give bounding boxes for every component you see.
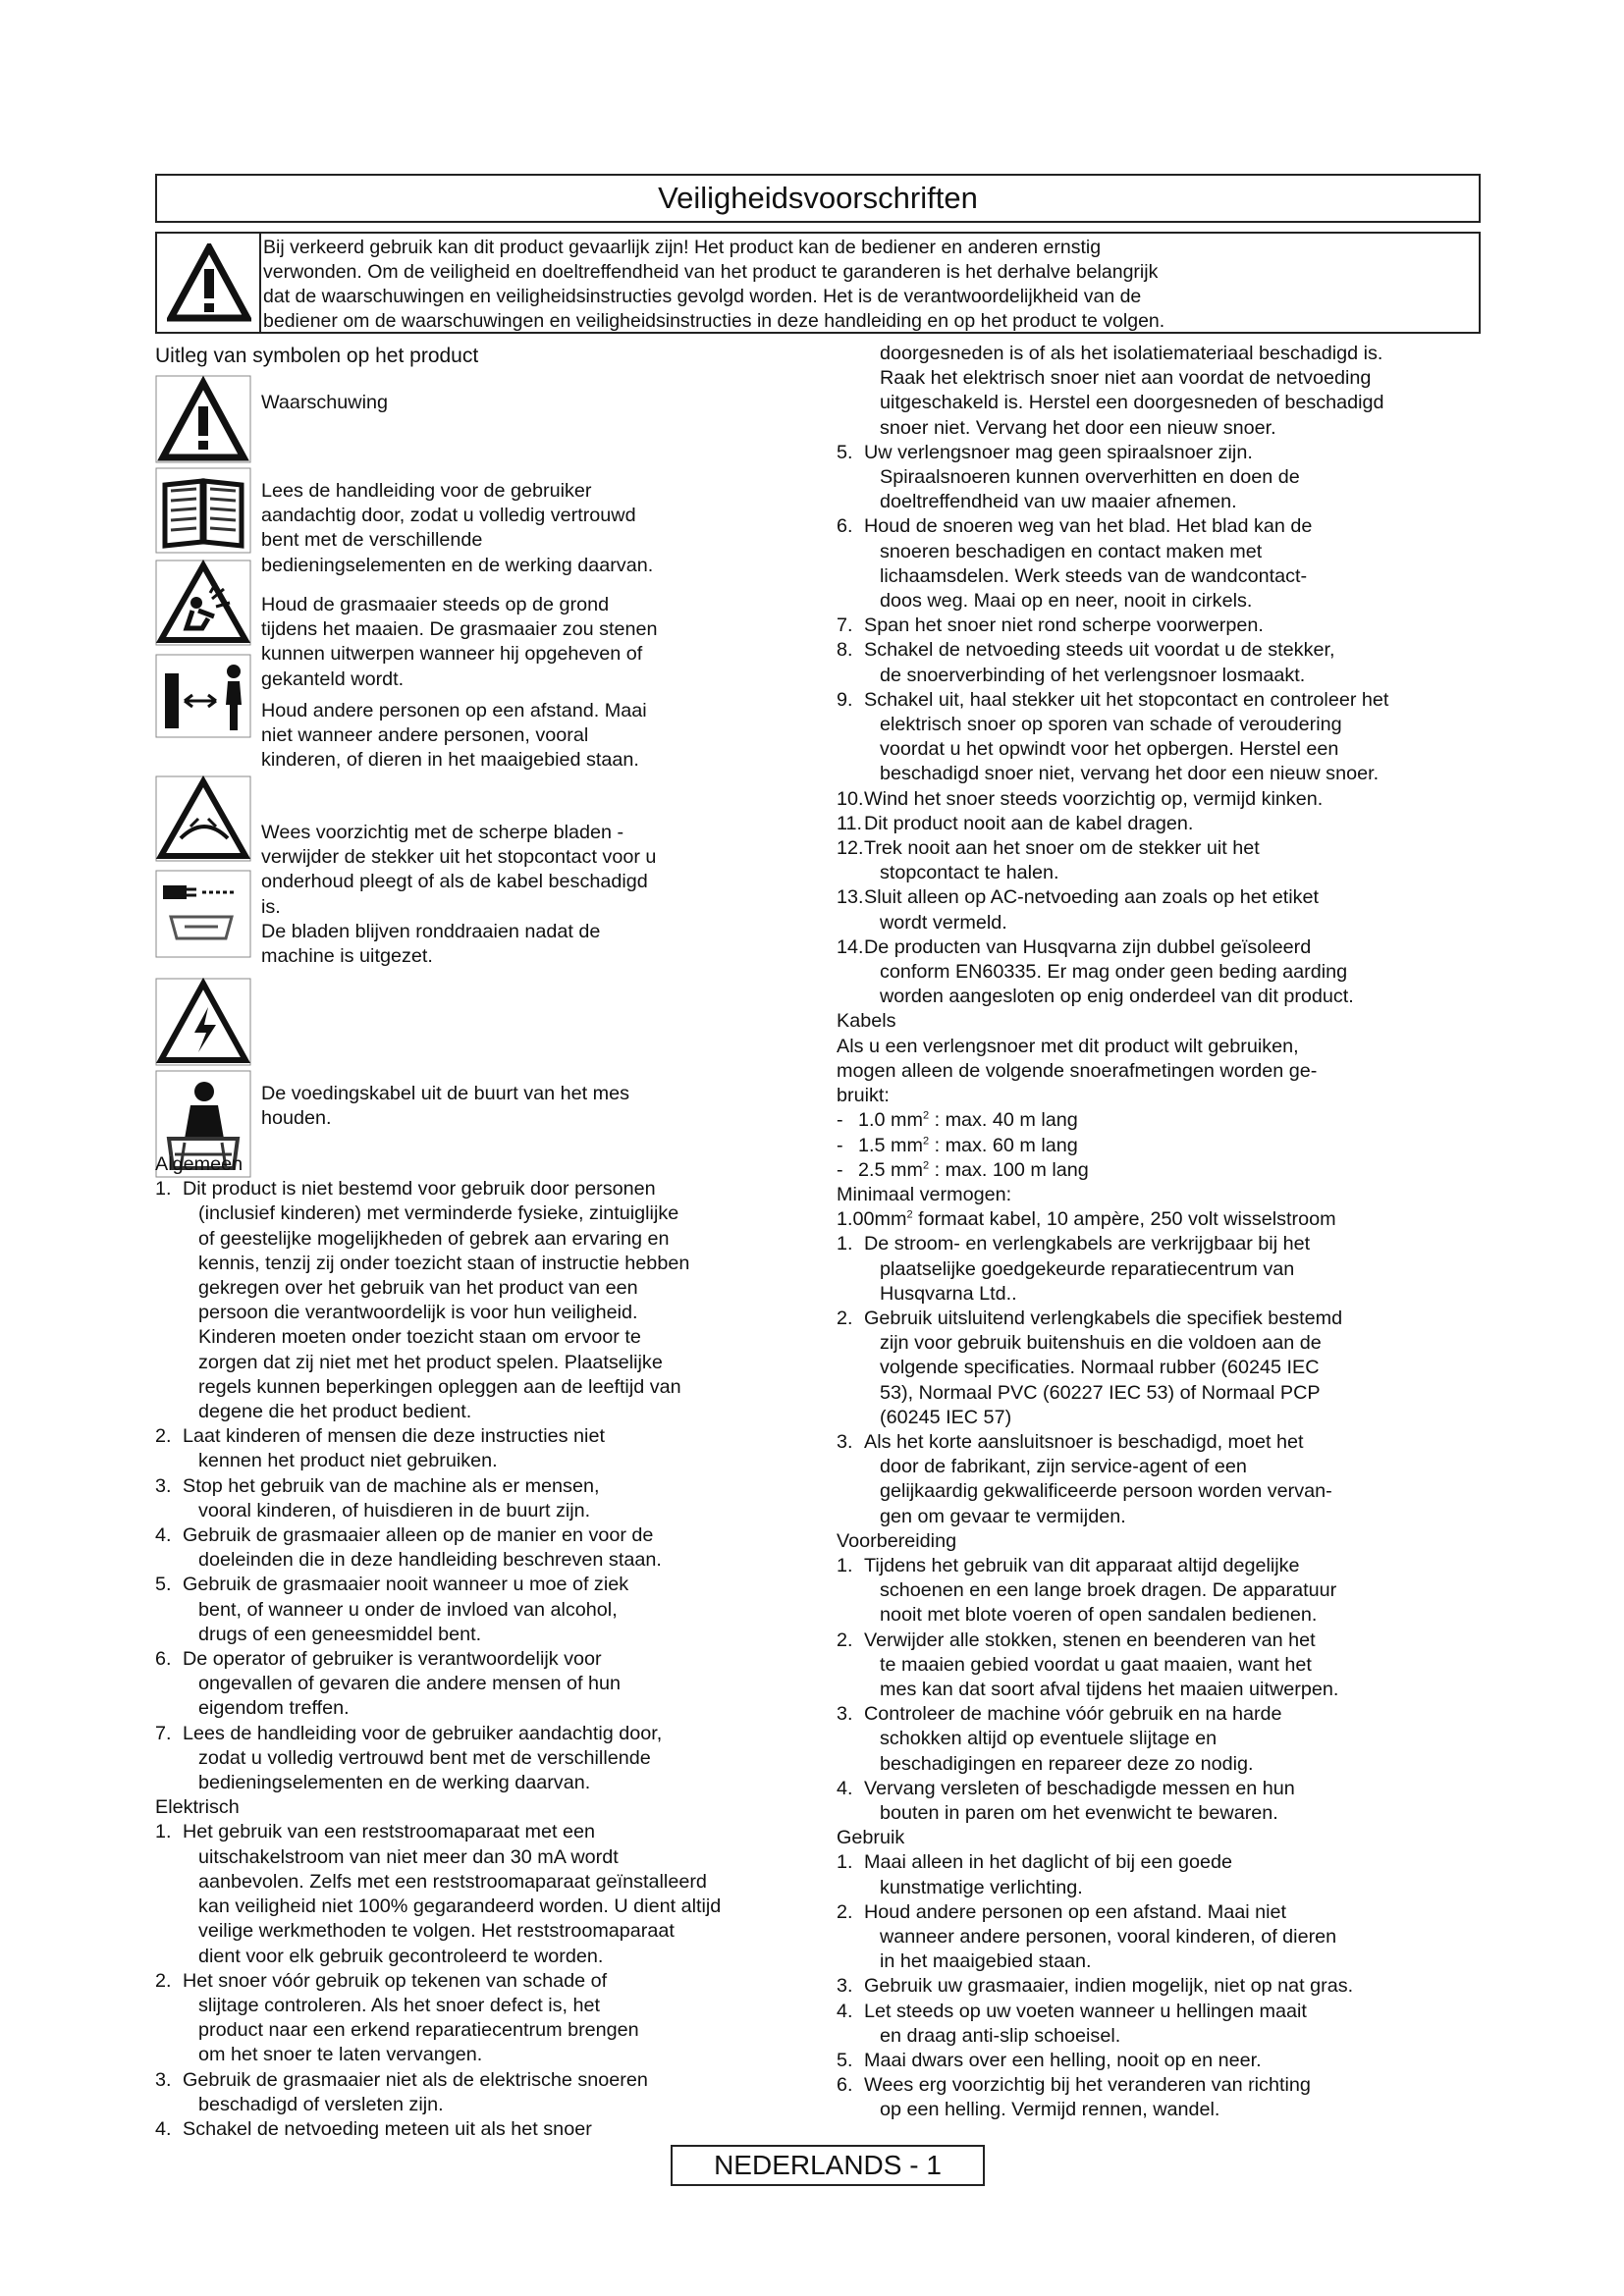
cable-size: 1.0 mm <box>858 1109 923 1132</box>
symbols-heading: Uitleg van symbolen op het product <box>155 345 479 367</box>
continuation-line: uitgeschakeld is. Herstel een doorgesneden of beschadigd <box>880 392 1384 414</box>
list-item <box>837 514 1553 614</box>
item-line: plaatselijke goedgekeurde reparatiecentrum van <box>880 1257 1295 1280</box>
warning-line: dat de waarschuwingen en veiligheidsinstructies gevolgd worden. Het is de verantwoordelijkheid van de <box>263 286 1142 307</box>
item-line: drugs of een geneesmiddel bent. <box>198 1623 482 1645</box>
electric-continuation <box>837 342 1553 441</box>
cable-size-item <box>837 1134 1553 1158</box>
item-line: zorgen dat zij niet met het product spelen. Plaatselijke <box>198 1351 663 1373</box>
item-line: Verwijder alle stokken, stenen en beenderen van het <box>864 1629 1316 1651</box>
item-number: 8. <box>837 639 853 662</box>
item-line: Lees de handleiding voor de gebruiker aandachtig door, <box>183 1722 663 1744</box>
cables-list <box>837 1232 1553 1528</box>
item-line: doeleinden die in deze handleiding beschreven staan. <box>198 1549 662 1572</box>
left-text-flow <box>155 1152 842 2142</box>
min-power-line <box>837 1207 1553 1232</box>
item-line: (60245 IEC 57) <box>880 1406 1012 1428</box>
section-heading-cables: Kabels <box>837 1010 896 1033</box>
list-item <box>837 1430 1553 1529</box>
min-size: 1.00mm <box>837 1208 907 1231</box>
warning-triangle-icon <box>155 375 251 463</box>
superscript: 2 <box>906 1208 913 1221</box>
item-line: kan veiligheid niet 100% gegarandeerd worden. U dient altijd <box>198 1896 722 1918</box>
item-line: De producten van Husqvarna zijn dubbel geïsoleerd <box>864 935 1312 958</box>
item-number: 3. <box>837 1975 853 1998</box>
item-line: gen om gevaar te vermijden. <box>880 1505 1126 1527</box>
list-item <box>155 1424 842 1473</box>
item-line: De operator of gebruiker is verantwoordelijk voor <box>183 1648 602 1671</box>
superscript: 2 <box>922 1134 930 1147</box>
dash: - <box>837 1109 843 1132</box>
item-line: kennen het product niet gebruiken. <box>198 1450 498 1472</box>
cables-intro-line: mogen alleen de volgende snoerafmetingen worden ge- <box>837 1059 1318 1082</box>
continuation-line: snoer niet. Vervang het door een nieuw snoer. <box>880 416 1276 439</box>
cables-intro-line: bruikt: <box>837 1085 890 1107</box>
dash: - <box>837 1134 843 1156</box>
item-line: regels kunnen beperkingen opleggen aan de leeftijd van <box>198 1375 681 1398</box>
item-number: 2. <box>837 1629 853 1651</box>
section-heading-preparation: Voorbereiding <box>837 1529 957 1552</box>
cable-length: : max. 100 m lang <box>929 1158 1089 1181</box>
item-line: Wind het snoer steeds voorzichtig op, vermijd kinken. <box>864 787 1324 810</box>
symbol-line: is. <box>261 895 281 918</box>
cables-intro-line: Als u een verlengsnoer met dit product wilt gebruiken, <box>837 1035 1299 1057</box>
continuation-line: Raak het elektrisch snoer niet aan voordat de netvoeding <box>880 367 1372 390</box>
item-line: Dit product is niet bestemd voor gebruik door personen <box>183 1178 656 1201</box>
keep-distance-icon <box>155 654 251 738</box>
list-item <box>837 1702 1553 1777</box>
symbol-text-manual <box>261 479 653 578</box>
item-line: Trek nooit aan het snoer om de stekker uit het <box>864 837 1260 860</box>
item-number: 5. <box>155 1574 172 1596</box>
item-number: 6. <box>837 2074 853 2097</box>
item-line: zijn voor gebruik buitenshuis en die voldoen aan de <box>880 1332 1322 1355</box>
item-line: en draag anti-slip schoeisel. <box>880 2024 1121 2047</box>
symbol-line: De bladen blijven ronddraaien nadat de <box>261 920 601 942</box>
symbol-text-warning <box>261 391 388 415</box>
use-list <box>837 1850 1553 2122</box>
symbol-line: Houd andere personen op een afstand. Maai <box>261 700 647 721</box>
list-item <box>837 1777 1553 1826</box>
item-line: Schakel de netvoeding steeds uit voordat u de stekker, <box>864 639 1335 662</box>
item-line: gelijkaardig gekwalificeerde persoon worden vervan- <box>880 1480 1332 1503</box>
unplug-icon <box>155 870 251 958</box>
item-line: bedieningselementen en de werking daarvan. <box>198 1772 591 1794</box>
symbol-line: bedieningselementen en de werking daarvan. <box>261 554 654 576</box>
item-line: Maai alleen in het daglicht of bij een goede <box>864 1851 1233 1874</box>
sharp-blades-icon <box>155 775 251 862</box>
item-line: aanbevolen. Zelfs met een reststroomaparaat geïnstalleerd <box>198 1870 707 1893</box>
list-item <box>155 1647 842 1722</box>
item-line: doos weg. Maai op en neer, nooit in cirkels. <box>880 590 1253 613</box>
symbol-line: kinderen, of dieren in het maaigebied staan. <box>261 749 639 772</box>
symbol-line: machine is uitgezet. <box>261 945 433 968</box>
item-number: 1. <box>155 1821 172 1843</box>
item-line: 53), Normaal PVC (60227 IEC 53) of Normaal PCP <box>880 1381 1321 1404</box>
item-line: Gebruik uw grasmaaier, indien mogelijk, niet op nat gras. <box>864 1975 1354 1998</box>
min-spec: formaat kabel, 10 ampère, 250 volt wisselstroom <box>912 1208 1336 1231</box>
item-line: stopcontact te halen. <box>880 862 1059 884</box>
read-manual-book-icon <box>155 467 251 554</box>
item-number: 2. <box>837 1307 853 1329</box>
list-item <box>837 885 1553 934</box>
list-item <box>837 1974 1553 1999</box>
item-line: wordt vermeld. <box>880 911 1007 934</box>
list-item <box>837 2073 1553 2122</box>
item-number: 2. <box>837 1900 853 1923</box>
warning-line: verwonden. Om de veiligheid en doeltreffendheid van het product te garanderen is het derhalve belangrijk <box>263 261 1159 283</box>
left-column <box>155 344 833 2140</box>
continuation-line: doorgesneden is of als het isolatiemateriaal beschadigd is. <box>880 343 1383 364</box>
item-line: De stroom- en verlengkabels are verkrijgbaar bij het <box>864 1233 1311 1255</box>
item-line: doeltreffendheid van uw maaier afnemen. <box>880 491 1237 513</box>
item-line: lichaamsdelen. Werk steeds van de wandcontact- <box>880 564 1308 587</box>
item-number: 3. <box>155 1474 172 1497</box>
item-line: Span het snoer niet rond scherpe voorwerpen. <box>864 614 1264 637</box>
symbol-text-distance <box>261 699 647 774</box>
item-line: uitschakelstroom van niet meer dan 30 mA wordt <box>198 1845 619 1868</box>
item-line: beschadigingen en repareer deze zo nodig. <box>880 1752 1254 1775</box>
item-line: (inclusief kinderen) met verminderde fysieke, zintuiglijke <box>198 1202 679 1225</box>
item-line: Husqvarna Ltd.. <box>880 1282 1017 1305</box>
item-line: voordat u het opwindt voor het opbergen. Herstel een <box>880 738 1339 761</box>
symbol-line: houden. <box>261 1107 332 1130</box>
list-item <box>837 1232 1553 1307</box>
item-line: Kinderen moeten onder toezicht staan om ervoor te <box>198 1326 641 1349</box>
item-number: 7. <box>837 614 853 637</box>
item-line: Spiraalsnoeren kunnen oververhitten en doen de <box>880 466 1300 489</box>
dash: - <box>837 1158 843 1181</box>
symbol-line: Lees de handleiding voor de gebruiker <box>261 480 592 502</box>
item-line: product naar een erkend reparatiecentrum brengen <box>198 2019 639 2042</box>
page-footer: NEDERLANDS - 1 <box>671 2145 985 2186</box>
item-line: Sluit alleen op AC-netvoeding aan zoals op het etiket <box>864 886 1319 909</box>
item-number: 13. <box>837 886 864 909</box>
list-item <box>155 1523 842 1573</box>
item-line: volgende specificaties. Normaal rubber (60245 IEC <box>880 1357 1320 1379</box>
warning-icon-cell <box>157 234 261 332</box>
item-line: elektrisch snoer op sporen van schade of veroudering <box>880 714 1342 736</box>
item-number: 4. <box>837 1777 853 1799</box>
item-line: mes kan dat soort afval tijdens het maaien uitwerpen. <box>880 1678 1339 1700</box>
cable-sizes <box>837 1108 1553 1183</box>
item-line: Gebruik de grasmaaier nooit wanneer u moe of ziek <box>183 1574 629 1596</box>
electric-list-continued <box>837 441 1553 1010</box>
section-heading-general: Algemeen <box>155 1153 244 1175</box>
thrown-objects-icon <box>155 560 251 646</box>
electric-list <box>155 1820 842 2142</box>
item-line: wanneer andere personen, vooral kinderen, of dieren <box>880 1926 1337 1948</box>
list-item <box>155 1573 842 1647</box>
list-item <box>155 1969 842 2068</box>
item-number: 1. <box>155 1178 172 1201</box>
item-line: Gebruik uitsluitend verlengkabels die specifiek bestemd <box>864 1307 1343 1329</box>
list-item <box>837 1629 1553 1703</box>
superscript: 2 <box>922 1109 930 1122</box>
list-item <box>837 787 1553 812</box>
item-line: Controleer de machine vóór gebruik en na harde <box>864 1703 1282 1726</box>
item-line: zodat u volledig vertrouwd bent met de verschillende <box>198 1746 651 1769</box>
item-line: slijtage controleren. Als het snoer defect is, het <box>198 1994 601 2016</box>
list-item <box>155 1474 842 1523</box>
item-line: vooral kinderen, of huisdieren in de buurt zijn. <box>198 1499 591 1522</box>
page-title: Veiligheidsvoorschriften <box>155 174 1481 223</box>
item-line: Let steeds op uw voeten wanneer u hellingen maait <box>864 2000 1307 2022</box>
item-line: Wees erg voorzichtig bij het veranderen van richting <box>864 2074 1311 2097</box>
item-number: 14. <box>837 935 864 958</box>
cable-length: : max. 60 m lang <box>929 1134 1078 1156</box>
list-item <box>837 638 1553 687</box>
item-line: Schakel de netvoeding meteen uit als het snoer <box>183 2117 592 2140</box>
warning-line: Bij verkeerd gebruik kan dit product gevaarlijk zijn! Het product kan de bediener en anderen ernstig <box>263 237 1102 258</box>
list-item <box>837 1307 1553 1430</box>
item-line: kennis, tenzij zij onder toezicht staan of instructie hebben <box>198 1252 690 1274</box>
item-line: Dit product nooit aan de kabel dragen. <box>864 812 1194 834</box>
item-line: Het gebruik van een reststroomaparaat met een <box>183 1821 596 1843</box>
item-number: 6. <box>837 515 853 538</box>
symbol-text-thrown-objects <box>261 593 658 692</box>
item-line: Als het korte aansluitsnoer is beschadigd, moet het <box>864 1430 1304 1453</box>
item-line: Houd andere personen op een afstand. Maai niet <box>864 1900 1287 1923</box>
cable-length: : max. 40 m lang <box>929 1109 1078 1132</box>
item-line: in het maaigebied staan. <box>880 1950 1092 1973</box>
item-line: Schakel uit, haal stekker uit het stopcontact en controleer het <box>864 688 1389 711</box>
list-item <box>155 2117 842 2142</box>
item-line: Gebruik de grasmaaier niet als de elektrische snoeren <box>183 2068 648 2091</box>
item-number: 2. <box>155 1969 172 1992</box>
item-line: dient voor elk gebruik gecontroleerd te worden. <box>198 1945 604 1967</box>
item-line: bent, of wanneer u onder de invloed van alcohol, <box>198 1598 618 1621</box>
warning-text <box>263 234 1471 334</box>
list-item <box>837 688 1553 787</box>
list-item <box>155 1177 842 1424</box>
item-line: gekregen over het gebruik van het product van een <box>198 1277 638 1300</box>
symbol-line: onderhoud pleegt of als de kabel beschadigd <box>261 871 648 893</box>
item-line: persoon die verantwoordelijk is voor hun veiligheid. <box>198 1302 638 1324</box>
item-line: degene die het product bedient. <box>198 1401 472 1423</box>
symbol-line: Houd de grasmaaier steeds op de grond <box>261 594 610 615</box>
item-line: eigendom treffen. <box>198 1697 350 1720</box>
item-line: of geestelijke mogelijkheden of gebrek aan ervaring en <box>198 1227 670 1250</box>
list-item <box>155 1820 842 1968</box>
item-line: Uw verlengsnoer mag geen spiraalsnoer zijn. <box>864 441 1253 463</box>
warning-triangle-icon <box>167 243 251 322</box>
item-line: om het snoer te laten vervangen. <box>198 2044 483 2066</box>
symbol-line: verwijder de stekker uit het stopcontact voor u <box>261 846 657 869</box>
item-number: 9. <box>837 688 853 711</box>
symbol-line: niet wanneer andere personen, vooral <box>261 724 589 747</box>
item-line: ongevallen of gevaren die andere mensen of hun <box>198 1673 622 1695</box>
symbol-line: tijdens het maaien. De grasmaaier zou stenen <box>261 618 658 641</box>
item-number: 5. <box>837 2050 853 2072</box>
item-line: op een helling. Vermijd rennen, wandel. <box>880 2099 1220 2121</box>
list-item <box>837 812 1553 836</box>
list-item <box>837 2049 1553 2073</box>
symbol-line: bent met de verschillende <box>261 529 483 552</box>
item-line: conform EN60335. Er mag onder geen beding aarding <box>880 961 1348 984</box>
item-line: worden aangesloten op enig onderdeel van dit product. <box>880 986 1354 1008</box>
item-line: Het snoer vóór gebruik op tekenen van schade of <box>183 1969 608 1992</box>
list-item <box>837 935 1553 1010</box>
symbol-text-blades <box>261 821 656 969</box>
item-number: 1. <box>837 1554 853 1576</box>
item-number: 4. <box>837 2000 853 2022</box>
warning-line: bediener om de waarschuwingen en veiligheidsinstructies in deze handleiding en op het product te volgen. <box>263 310 1165 332</box>
superscript: 2 <box>922 1159 930 1172</box>
list-item <box>837 1900 1553 1975</box>
cable-size: 2.5 mm <box>858 1158 923 1181</box>
item-number: 4. <box>155 1524 172 1547</box>
symbol-line: De voedingskabel uit de buurt van het mes <box>261 1083 629 1104</box>
item-line: bouten in paren om het evenwicht te bewaren. <box>880 1801 1278 1824</box>
item-number: 3. <box>837 1703 853 1726</box>
item-line: Tijdens het gebruik van dit apparaat altijd degelijke <box>864 1554 1300 1576</box>
item-number: 7. <box>155 1722 172 1744</box>
list-item <box>837 614 1553 638</box>
item-line: beschadigd of versleten zijn. <box>198 2093 444 2115</box>
item-line: schokken altijd op eventuele slijtage en <box>880 1728 1218 1750</box>
item-line: Maai dwars over een helling, nooit op en neer. <box>864 2050 1262 2072</box>
item-number: 6. <box>155 1648 172 1671</box>
item-line: door de fabrikant, zijn service-agent of een <box>880 1456 1247 1478</box>
item-number: 4. <box>155 2117 172 2140</box>
list-item <box>837 1850 1553 1899</box>
symbol-line: gekanteld wordt. <box>261 667 405 690</box>
item-number: 3. <box>155 2068 172 2091</box>
cable-size-item <box>837 1108 1553 1133</box>
item-line: nooit met blote voeren of open sandalen bedienen. <box>880 1604 1318 1627</box>
item-line: kunstmatige verlichting. <box>880 1876 1083 1898</box>
section-heading-use: Gebruik <box>837 1827 905 1849</box>
item-line: de snoerverbinding of het verlengsnoer losmaakt. <box>880 664 1306 686</box>
cable-size-item <box>837 1158 1553 1183</box>
item-line: Gebruik de grasmaaier alleen op de manier en voor de <box>183 1524 654 1547</box>
list-item <box>155 1722 842 1796</box>
electric-shock-icon <box>155 978 251 1066</box>
symbol-line: Waarschuwing <box>261 392 388 413</box>
item-number: 1. <box>837 1851 853 1874</box>
list-item <box>837 441 1553 515</box>
item-number: 5. <box>837 441 853 463</box>
list-item <box>837 2000 1553 2049</box>
cables-intro <box>837 1035 1553 1109</box>
item-number: 10. <box>837 787 864 810</box>
item-number: 1. <box>837 1233 853 1255</box>
item-line: Vervang versleten of beschadigde messen en hun <box>864 1777 1295 1799</box>
item-number: 2. <box>155 1425 172 1448</box>
item-line: veilige werkmethoden te volgen. Het reststroomaparaat <box>198 1920 675 1943</box>
symbol-line: kunnen uitwerpen wanneer hij opgeheven of <box>261 643 643 666</box>
right-column <box>837 344 1553 2123</box>
item-line: Houd de snoeren weg van het blad. Het blad kan de <box>864 515 1313 538</box>
list-item <box>837 1554 1553 1629</box>
item-line: Stop het gebruik van de machine als er mensen, <box>183 1474 600 1497</box>
item-number: 12. <box>837 837 864 860</box>
list-item <box>837 836 1553 885</box>
cable-size: 1.5 mm <box>858 1134 923 1156</box>
warning-box <box>155 232 1481 334</box>
list-item <box>155 2068 842 2117</box>
item-line: Laat kinderen of mensen die deze instructies niet <box>183 1425 605 1448</box>
section-heading-electric: Elektrisch <box>155 1796 240 1819</box>
item-line: snoeren beschadigen en contact maken met <box>880 540 1263 562</box>
item-line: schoenen en een lange broek dragen. De apparatuur <box>880 1579 1337 1602</box>
min-power-heading: Minimaal vermogen: <box>837 1183 1012 1205</box>
symbol-text-cable <box>261 1082 629 1131</box>
symbol-line: aandachtig door, zodat u volledig vertrouwd <box>261 505 636 527</box>
symbol-line: Wees voorzichtig met de scherpe bladen - <box>261 822 624 843</box>
item-line: beschadigd snoer niet, vervang het door een nieuw snoer. <box>880 763 1380 785</box>
item-line: te maaien gebied voordat u gaat maaien, want het <box>880 1653 1312 1676</box>
general-list <box>155 1177 842 1795</box>
preparation-list <box>837 1554 1553 1826</box>
item-number: 11. <box>837 812 863 834</box>
item-number: 3. <box>837 1430 853 1453</box>
